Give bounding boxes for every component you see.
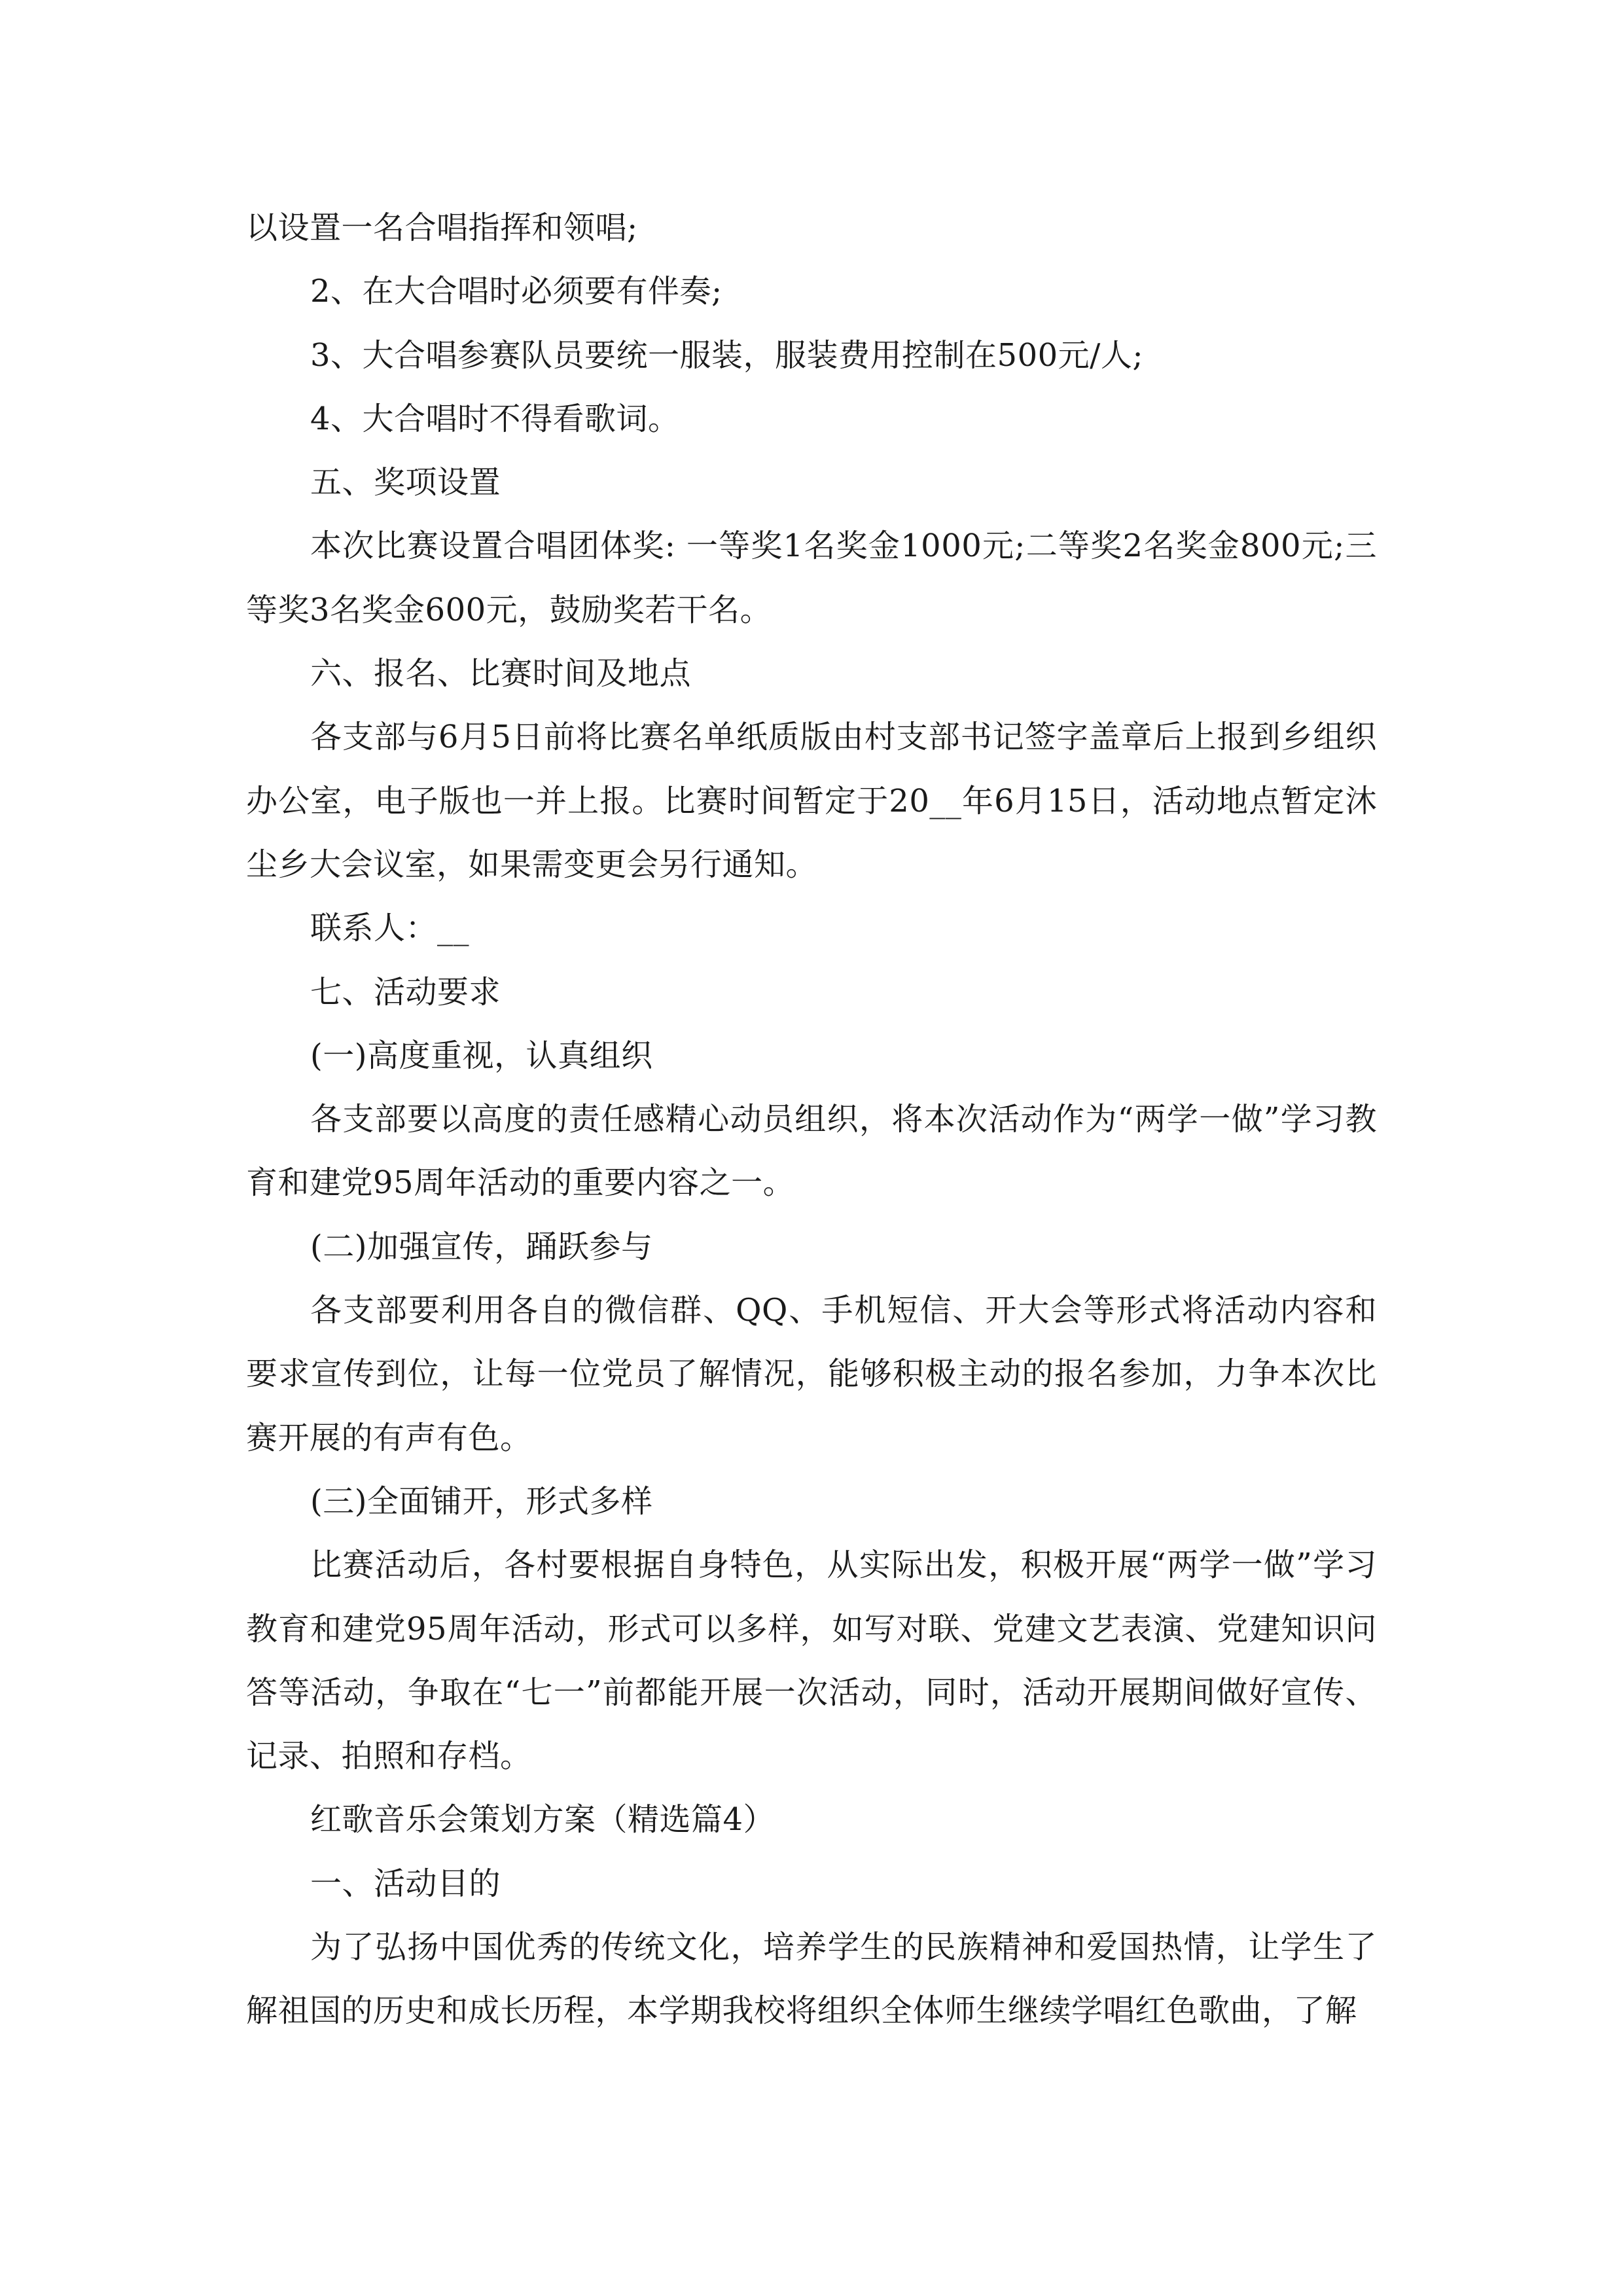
paragraph-registration: 各支部与6月5日前将比赛名单纸质版由村支部书记签字盖章后上报到乡组织办公室，电子版也一并上报。比赛时间暂定于20__年6月15日，活动地点暂定沐尘乡大会议室，如果需变更会另行通知。 — [246, 719, 1377, 883]
list-item-uniform: 3、大合唱参赛队员要统一服装，服装费用控制在500元/人; — [310, 336, 1144, 374]
document-body — [246, 196, 1377, 2043]
subheading-variety: (三)全面铺开，形式多样 — [310, 1482, 653, 1520]
subheading-publicity: (二)加强宣传，踊跃参与 — [310, 1228, 653, 1265]
section-heading-requirements: 七、活动要求 — [310, 973, 501, 1011]
article-title-part4: 红歌音乐会策划方案（精选篇4） — [310, 1801, 776, 1839]
list-item-accompaniment: 2、在大合唱时必须要有伴奏; — [310, 273, 722, 310]
paragraph-awards: 本次比赛设置合唱团体奖: 一等奖1名奖金1000元;二等奖2名奖金800元;三等奖3名奖金600元，鼓励奖若干名。 — [246, 528, 1377, 628]
list-item-lyrics: 4、大合唱时不得看歌词。 — [310, 400, 680, 437]
paragraph-variety: 比赛活动后，各村要根据自身特色，从实际出发，积极开展“两学一做”学习教育和建党95周年活动，形式可以多样，如写对联、党建文艺表演、党建知识问答等活动，争取在“七一”前都能开展一次活动，同时，活动开展期间做好宣传、记录、拍照和存档。 — [246, 1547, 1377, 1775]
subheading-organize: (一)高度重视，认真组织 — [310, 1037, 653, 1074]
section-heading-registration: 六、报名、比赛时间及地点 — [310, 655, 692, 692]
section-heading-purpose: 一、活动目的 — [310, 1865, 501, 1902]
paragraph-purpose: 为了弘扬中国优秀的传统文化，培养学生的民族精神和爱国热情，让学生了解祖国的历史和成长历程，本学期我校将组织全体师生继续学唱红色歌曲，了解 — [246, 1929, 1377, 2030]
paragraph-publicity: 各支部要利用各自的微信群、QQ、手机短信、开大会等形式将活动内容和要求宣传到位，让每一位党员了解情况，能够积极主动的报名参加，力争本次比赛开展的有声有色。 — [246, 1292, 1377, 1456]
section-heading-awards: 五、奖项设置 — [310, 464, 501, 501]
paragraph-continuation: 以设置一名合唱指挥和领唱; — [246, 209, 638, 246]
paragraph-organize: 各支部要以高度的责任感精心动员组织，将本次活动作为“两学一做”学习教育和建党95周年活动的重要内容之一。 — [246, 1101, 1377, 1202]
contact-line: 联系人：__ — [310, 910, 470, 947]
